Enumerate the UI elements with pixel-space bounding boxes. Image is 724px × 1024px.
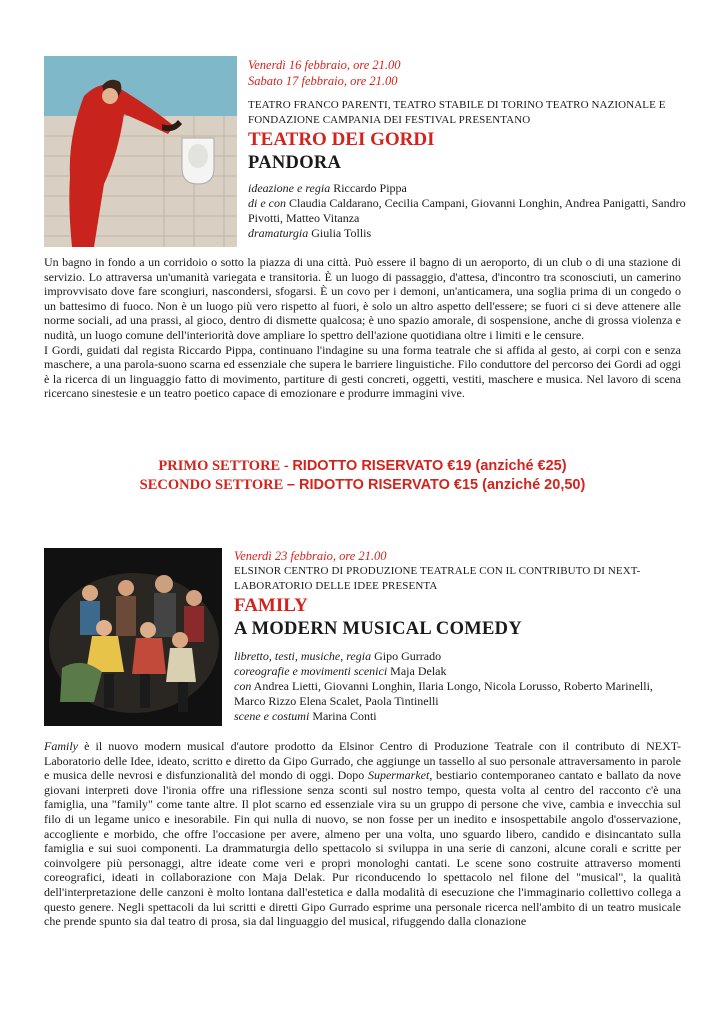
event2-title: A MODERN MUSICAL COMEDY: [234, 619, 523, 639]
event2-company: FAMILY: [234, 595, 308, 616]
event2-credit: [234, 664, 674, 679]
price-line-secondo: [44, 476, 681, 495]
credit-names: Giulia Tollis: [311, 226, 372, 240]
credit-role: dramaturgia: [248, 226, 309, 240]
event1-paragraph-1: Un bagno in fondo a un corridoio o sotto la piazza di una città. Può essere il bagno di un aeroporto, di un club o di una stazione di servizio. Lo attraversa un'umanità variegata e transitoria. È un luogo di passaggio, d'attesa, d'incontro tra sconosciuti, un camerino improvvisato dove fare scongiuri, nascondersi, sfogarsi. È un covo per i demoni, un'anticamera, una soglia prima di un congedo o un battesimo di fuoco. Non è un luogo più vero rispetto al fuori, è solo un altro aspetto dell'essere; se fuori ci si deve attenere alle norme sociali, ad una prassi, al gioco, dentro di dismette qualcosa; è uno spazio amorale, di sospensione, anche di grossa violenza e nudità, un luogo comune dell'interiorità dove ampliare lo spettro dell'azione quotidiana oltre i limiti e le censure.: [44, 255, 681, 342]
event2-credit: [234, 679, 674, 709]
credit-role: libretto, testi, musiche, regia: [234, 649, 372, 663]
price-sector: SECONDO SETTORE: [139, 477, 287, 493]
event2-date-1: Venerdì 23 febbraio, ore 21.00: [234, 549, 387, 563]
event1-paragraph-2: I Gordi, guidati dal regista Riccardo Pippa, continuano l'indagine su una forma teatrale che si affida al gesto, ai corpi con e senza maschere, a una parola-suono scarna ed essenziale che supera le barriere linguistiche. Filo conduttore del percorso dei Gordi ad oggi è la ricerca di un linguaggio fatto di movimento, partiture di gesti concreti, oggetti, vestiti, maschere e musica. Nel lavoro di scena ricercano sinestesie e un teatro poetico capace di emozionare e produrre immagini vive.: [44, 342, 681, 401]
price-offer: RIDOTTO RISERVATO €19 (anziché €25): [292, 458, 567, 474]
credit-names: Riccardo Pippa: [333, 181, 407, 195]
event2-header: [234, 548, 674, 724]
event1-credit: [248, 181, 688, 196]
credit-role: coreografie e movimenti scenici: [234, 664, 388, 678]
event2-credit: [234, 709, 674, 724]
credit-role: con: [234, 679, 252, 693]
event1-title: PANDORA: [248, 153, 342, 173]
show-name-family: Family: [44, 739, 78, 753]
event2-intro-text: è il nuovo modern musical d'autore prodotto da Elsinor Centro di Produzione Teatrale con il contributo di NEXT-Laboratorio delle Idee, ideato, scritto e diretto da Gipo Gurrado, che aggiunge un tassello al suo personale attraversamento in parole e musica delle nevrosi e disfunzionalità del mondo di oggi. Dopo: [44, 739, 681, 783]
photo-pandora: [44, 56, 237, 247]
photo-family: [44, 548, 222, 726]
event2-credit: [234, 649, 674, 664]
price-block: [44, 457, 681, 495]
event2-credits: [234, 649, 674, 724]
event2-body-text: , bestiario contemporaneo cantato e ballato da nove giovani interpreti dove l'ironia offre una riflessione senza sconti sul nostro tempo, questa volta al centro del racconto c'è una famiglia, una "family" come tante altre. Il plot scarno ed essenziale vira su un gruppo di persone che vive, cambia e invecchia sul filo di un legame unico e inesorabile. Fin qui nulla di nuovo, se non fosse per un inedito e insospettabile angolo d'osservazione, accogliente e morbido, che offre l'occasione per avere, almeno per una volta, uno sguardo libero, candido e disincantato sulla famiglia e sui suoi componenti. La drammaturgia dello spettacolo si sviluppa in una serie di canzoni, alcune corali e scritte per coinvolgere più personaggi, altre ideate come veri e propri monologhi cantati. Le scene sono costruite attraverso momenti coreografici, ideati in collaborazione con Maja Delak. Pur riconducendo lo spettacolo nel filone del "musical", la qualità dell'interpretazione delle canzoni è molto lontana dall'estetica e dalla modalità di esecuzione che l'immaginario collettivo collega a questo genere. Negli spettacoli da lui scritti e diretti Gipo Gurrado esprime una personale ricerca nell'ambito di un teatro musicale che prende spunto sia dal teatro di prosa, sia dal linguaggio del musical, rifuggendo dalla clonazione: [44, 768, 681, 929]
event2-paragraph: [44, 739, 681, 929]
event1-company: TEATRO DEI GORDI: [248, 129, 435, 150]
credit-names: Andrea Lietti, Giovanni Longhin, Ilaria Longo, Nicola Lorusso, Roberto Marinelli, Marco Rizzo Elena Scalet, Paola Tintinelli: [234, 679, 653, 708]
event1-credit: [248, 196, 688, 226]
event1-credits: [248, 181, 688, 241]
credit-names: Maja Delak: [390, 664, 447, 678]
event1-date-1: Venerdì 16 febbraio, ore 21.00: [248, 58, 401, 72]
credit-names: Gipo Gurrado: [374, 649, 442, 663]
credit-names: Claudia Caldarano, Cecilia Campani, Giovanni Longhin, Andrea Panigatti, Sandro Pivotti, Matteo Vitanza: [248, 196, 686, 225]
event2-presenters: ELSINOR CENTRO DI PRODUZIONE TEATRALE CON IL CONTRIBUTO DI NEXT-LABORATORIO DELLE IDEE PRESENTA: [234, 565, 641, 592]
price-line-primo: [44, 457, 681, 476]
event1-header: [248, 57, 688, 241]
event1-presenters: TEATRO FRANCO PARENTI, TEATRO STABILE DI TORINO TEATRO NAZIONALE E FONDAZIONE CAMPANIA DEI FESTIVAL PRESENTANO: [248, 99, 666, 126]
show-name-supermarket: Supermarket: [367, 768, 430, 783]
price-sector: PRIMO SETTORE -: [158, 458, 293, 474]
event1-credit: [248, 226, 688, 241]
credit-role: di e con: [248, 196, 286, 210]
event1-description: [44, 255, 681, 401]
credit-names: Marina Conti: [312, 709, 377, 723]
credit-role: scene e costumi: [234, 709, 310, 723]
event2-description: [44, 739, 681, 929]
price-offer: – RIDOTTO RISERVATO €15 (anziché 20,50): [286, 477, 586, 493]
event1-date-2: Sabato 17 febbraio, ore 21.00: [248, 74, 398, 88]
credit-role: ideazione e regia: [248, 181, 331, 195]
